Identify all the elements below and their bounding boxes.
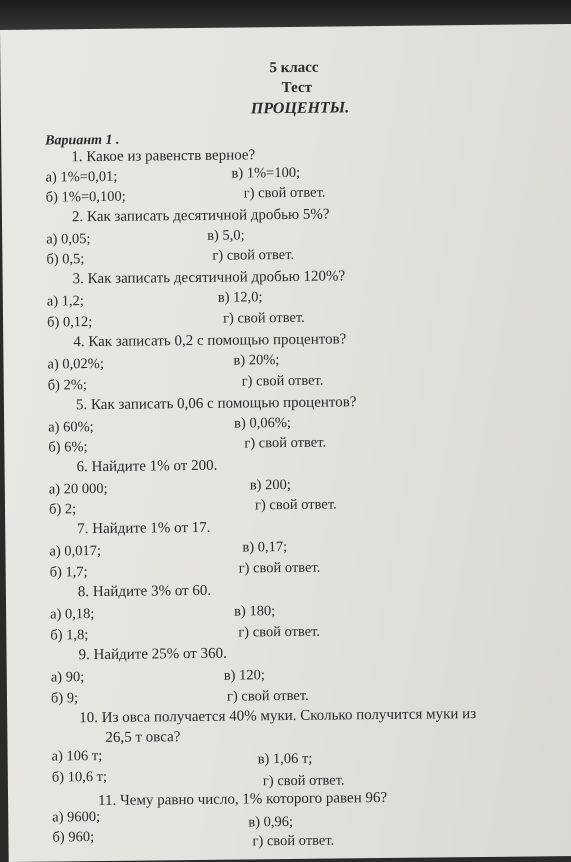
answer-g: г) свой ответ. [222,309,305,327]
answer-v: в) 5,0; [207,227,245,244]
answer-a: а) 0,18; [50,606,95,623]
answer-v: в) 180; [234,603,276,620]
answer-a: а) 1,2; [46,293,84,310]
variant-label: Вариант 1 . [45,132,120,149]
answer-a: а) 0,05; [46,231,91,248]
answer-g: г) свой ответ. [212,246,295,264]
question-text: 3. Как записать десятичной дробью 120%? [72,268,346,288]
question-text-continued: 26,5 т овса? [105,729,181,746]
answer-b: б) 2%; [47,377,88,394]
answer-b: б) 2; [48,501,77,518]
answer-a: а) 90; [50,669,85,686]
question-text: 2. Как записать десятичной дробью 5%? [71,206,330,226]
answer-b: б) 1,7; [49,564,88,581]
answer-g: г) свой ответ. [243,184,326,202]
test-sheet [0,24,571,862]
answer-v: в) 0,96; [248,813,294,831]
answer-v: в) 12,0; [217,289,263,306]
answer-a: а) 20 000; [48,480,108,498]
answer-g: г) свой ответ. [252,832,335,850]
answer-v: в) 0,17; [242,539,288,556]
answer-v: в) 20%; [233,352,280,369]
answer-g: г) свой ответ. [254,496,337,514]
answer-a: а) 0,017; [49,542,102,560]
answer-g: г) свой ответ. [262,772,345,790]
answer-b: б) 6%; [48,439,88,456]
topic-heading: ПРОЦЕНТЫ. [250,99,350,118]
answer-b: б) 1,8; [50,627,89,644]
question-text: 8. Найдите 3% от 60. [77,582,212,601]
answer-b: б) 960; [52,829,95,846]
answer-b: б) 0,12; [46,314,93,331]
question-text: 7. Найдите 1% от 17. [77,519,211,538]
question-text: 11. Чему равно число, 1% которого равен 96? [97,789,388,810]
answer-b: б) 1%=0,100; [45,188,126,206]
answer-b: б) 10,6 т; [51,768,108,786]
answer-g: г) свой ответ. [244,434,327,452]
answer-a: а) 1%=0,01; [45,168,118,186]
answer-a: а) 0,02%; [47,355,104,373]
answer-a: а) 106 т; [51,747,103,765]
answer-g: г) свой ответ. [226,687,309,705]
answer-v: в) 200; [249,476,291,494]
answer-b: б) 9; [50,690,79,707]
question-text: 5. Как записать 0,06 с помощью процентов? [75,394,357,414]
answer-v: в) 1,06 т; [257,750,313,768]
answer-a: а) 60%; [48,419,94,436]
answer-b: б) 0,5; [46,251,85,268]
answer-v: в) 1%=100; [231,164,301,182]
answer-v: в) 120; [223,667,265,684]
answer-g: г) свой ответ. [238,559,321,577]
grade-heading: 5 класс [269,59,319,77]
question-text: 4. Как записать 0,2 с помощью процентов? [73,331,347,351]
test-heading: Тест [281,79,313,97]
question-text: 9. Найдите 25% от 360. [78,645,227,664]
answer-v: в) 0,06%; [234,414,292,432]
answer-a: а) 9600; [52,808,101,826]
question-text: 10. Из овса получается 40% муки. Сколько получится муки из [79,706,477,727]
answer-g: г) свой ответ. [238,623,321,641]
question-text: 1. Какое из равенств верное? [71,147,256,166]
answer-g: г) свой ответ. [241,372,324,390]
question-text: 6. Найдите 1% от 200. [76,457,218,476]
